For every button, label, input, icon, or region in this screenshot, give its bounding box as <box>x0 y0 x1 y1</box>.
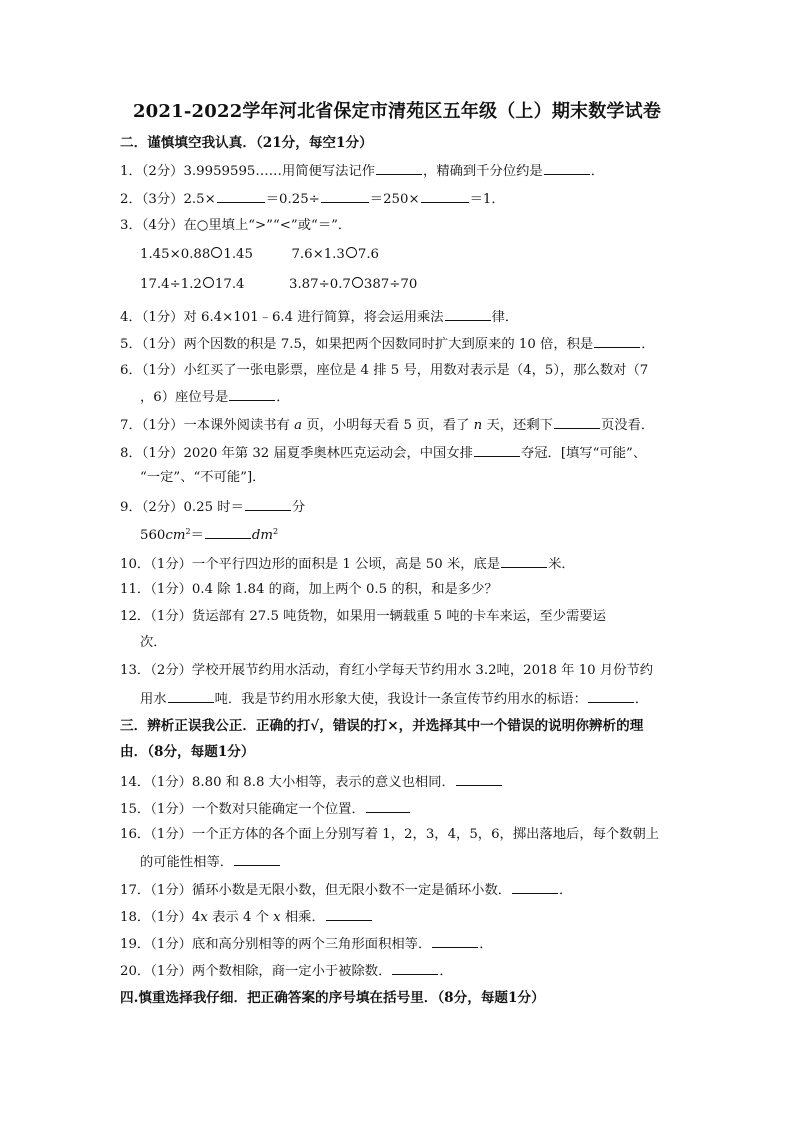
q1-text-c: ． <box>590 164 605 179</box>
section-3-heading: 三．辨析正误我公正．正确的打√，错误的打×，并选择其中一个错误的说明你辨析的理 <box>120 718 644 734</box>
q3-expr-1-right: 1.45 <box>223 247 253 262</box>
question-6-cont <box>140 386 700 408</box>
q3-expr-1-left: 1.45×0.88 <box>140 247 211 262</box>
answer-blank <box>501 553 547 568</box>
question-1 <box>120 160 680 182</box>
q14-text: 14．（1分）8.80 和 8.8 大小相等，表示的意义也相同． <box>120 775 455 790</box>
question-19 <box>120 933 680 955</box>
answer-blank <box>245 496 291 511</box>
question-7 <box>120 414 680 436</box>
question-20 <box>120 960 680 982</box>
answer-blank <box>588 688 634 703</box>
q13-text-c: 吨．我是节约用水形象大使，我设计一条宣传节约用水的标语： <box>214 692 587 707</box>
compare-circle-icon <box>352 277 363 288</box>
q5-text: 5．（1分）两个因数的积是 7.5，如果把两个因数同时扩大到原来的 10 倍，积是 <box>120 337 594 352</box>
question-6: 6．（1分）小红买了一张电影票，座位是 4 排 5 号，用数对表示是（4，5），那么数对（7 <box>120 363 649 378</box>
answer-blank <box>321 188 369 203</box>
question-13-cont <box>140 688 700 710</box>
q3-expr-3-right: 17.4 <box>214 277 245 292</box>
q2-text-c: ＝250× <box>369 192 420 207</box>
question-14 <box>120 771 680 793</box>
q18-text-c: 相乘． <box>280 910 325 925</box>
q6-text-b: ，6）座位号是 <box>140 390 229 405</box>
q3-row-2 <box>140 275 700 295</box>
q2-text: 2．（3分）2.5× <box>120 192 216 207</box>
answer-blank <box>445 306 491 321</box>
question-18 <box>120 906 680 928</box>
answer-blank <box>544 160 590 175</box>
answer-blank <box>421 188 469 203</box>
compare-circle-icon <box>346 247 357 258</box>
question-15 <box>120 798 680 820</box>
compare-circle-icon <box>203 277 214 288</box>
question-10 <box>120 553 680 575</box>
q16-text-b: 的可能性相等． <box>140 855 234 870</box>
question-16-cont <box>140 851 700 873</box>
question-5 <box>120 333 680 355</box>
q1-text: 1．（2分）3.9959595……用简便写法记作 <box>120 164 376 179</box>
q3-expr-4-left: 3.87÷0.7 <box>288 277 351 292</box>
unit-cm: cm <box>165 528 186 543</box>
answer-blank <box>432 933 478 948</box>
question-12-cont: 次． <box>140 635 167 650</box>
variable-x: x <box>200 910 208 925</box>
answer-blank <box>229 386 275 401</box>
answer-blank <box>594 333 640 348</box>
question-9-cont <box>140 524 700 546</box>
answer-blank <box>326 906 372 921</box>
q7-text-c: 天，还剩下 <box>482 418 553 433</box>
variable-a: a <box>294 418 302 433</box>
q10-text-b: 米． <box>548 557 575 572</box>
question-12: 12．（1分）货运部有 27.5 吨货物，如果用一辆载重 5 吨的卡车来运，至少需要运 <box>120 609 606 624</box>
q13-text-b: 用水 <box>140 692 167 707</box>
q20-text-b: ． <box>439 964 453 979</box>
q8-text: 8．（1分）2020 年第 32 届夏季奥林匹克运动会，中国女排 <box>120 446 473 461</box>
q2-text-d: ＝1． <box>469 192 505 207</box>
superscript: 2 <box>272 527 279 536</box>
q1-text-b: ，精确到千分位约是 <box>423 164 543 179</box>
section-3-heading-cont: 由．（8分，每题1分） <box>120 744 255 760</box>
answer-blank <box>554 414 600 429</box>
q18-text-b: 表示 4 个 <box>207 910 274 925</box>
question-13: 13．（2分）学校开展节约用水活动，育红小学每天节约用水 3.2吨，2018 年 10 月份节约 <box>120 663 654 678</box>
q19-text-b: ． <box>479 937 493 952</box>
q7-text: 7．（1分）一本课外阅读书有 <box>120 418 295 433</box>
compare-circle-icon <box>211 247 222 258</box>
q15-text: 15．（1分）一个数对只能确定一个位置． <box>120 802 365 817</box>
q3-expr-3-left: 17.4÷1.2 <box>140 277 202 292</box>
section-4-heading: 四.慎重选择我仔细．把正确答案的序号填在括号里．（8分，每题1分） <box>120 990 545 1006</box>
q2-text-b: ＝0.25÷ <box>265 192 320 207</box>
question-3: 3．（4分）在○里填上“>”“<”或“＝”． <box>120 218 352 233</box>
variable-x: x <box>273 910 281 925</box>
unit-dm: dm <box>251 528 273 543</box>
variable-n: n <box>473 418 483 433</box>
question-9 <box>120 496 680 518</box>
q5-text-b: ． <box>641 337 655 352</box>
q3-expr-2-right: 7.6 <box>357 247 380 262</box>
q4-text-b: 律． <box>491 310 519 325</box>
question-8-cont: “一定”、“不可能”]． <box>140 470 266 485</box>
question-4 <box>120 306 680 328</box>
answer-blank <box>512 879 558 894</box>
q9-text: 9．（2分）0.25 时＝ <box>120 500 244 515</box>
question-8 <box>120 442 680 464</box>
answer-blank <box>366 798 410 813</box>
q3-row-1 <box>140 245 700 265</box>
q6-text-c: ． <box>276 390 290 405</box>
question-16: 16．（1分）一个正方体的各个面上分别写着 1，2，3，4，5，6，掷出落地后，每个数朝上 <box>120 827 660 842</box>
question-2 <box>120 188 680 210</box>
question-17 <box>120 879 680 901</box>
page-title: 2021-2022学年河北省保定市清苑区五年级（上）期末数学试卷 <box>132 101 662 122</box>
q8-text-b: 夺冠．[填写“可能”、 <box>520 446 647 461</box>
q3-expr-2-left: 7.6×1.3 <box>291 247 345 262</box>
q19-text: 19．（1分）底和高分别相等的两个三角形面积相等． <box>120 937 432 952</box>
answer-blank <box>217 188 265 203</box>
q10-text: 10．（1分）一个平行四边形的面积是 1 公顷，高是 50 米，底是 <box>120 557 501 572</box>
q7-text-d: 页没看． <box>600 418 655 433</box>
question-11: 11．（1分）0.4 除 1.84 的商，加上两个 0.5 的积，和是多少？ <box>120 582 498 597</box>
q17-text: 17．（1分）循环小数是无限小数，但无限小数不一定是循环小数． <box>120 883 512 898</box>
answer-blank <box>376 160 422 175</box>
q18-text: 18．（1分）4 <box>120 910 201 925</box>
answer-blank <box>234 851 280 866</box>
q9-text-b: 分 <box>291 500 306 515</box>
q9-value: 560 <box>140 528 166 543</box>
answer-blank <box>456 771 502 786</box>
answer-blank <box>205 524 251 539</box>
q9-equals: ＝ <box>190 528 204 543</box>
answer-blank <box>168 688 214 703</box>
q7-text-b: 页，小明每天看 5 页，看了 <box>302 418 474 433</box>
superscript: 2 <box>185 527 191 536</box>
answer-blank <box>392 960 438 975</box>
section-2-heading: 二．谨慎填空我认真．（21分，每空1分） <box>120 135 373 151</box>
q4-text: 4．（1分）对 6.4×101﹣6.4 进行简算，将会运用乘法 <box>120 310 444 325</box>
q17-text-b: ． <box>559 883 573 898</box>
answer-blank <box>474 442 520 457</box>
q3-expr-4-right: 387÷70 <box>363 277 418 292</box>
q13-text-d: ． <box>634 692 649 707</box>
q20-text: 20．（1分）两个数相除，商一定小于被除数． <box>120 964 392 979</box>
